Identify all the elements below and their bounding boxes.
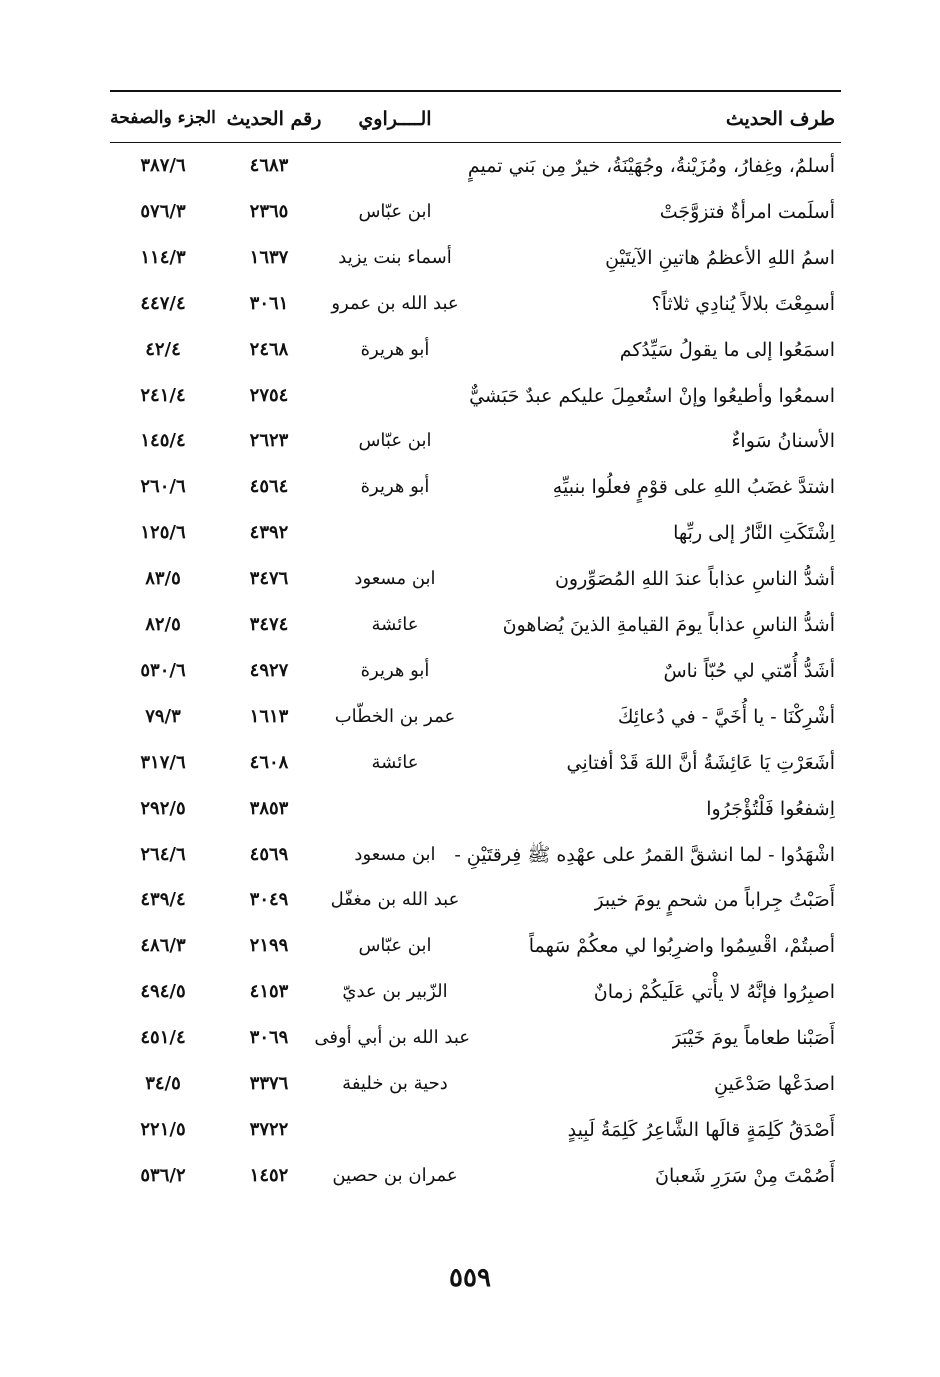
hadith-text: أشَعَرْتِ يَا عَائِشَةُ أنَّ اللهَ قَدْ أفتانِي xyxy=(566,751,835,774)
hadith-text: اشتدَّ غضَبُ اللهِ على قوْمٍ فعلُوا بنبيِّهِ xyxy=(552,476,835,499)
hadith-number: ٤٦٨٣ xyxy=(249,155,289,176)
hadith-text: أَصَبْتُ جِراباً من شحمٍ يومَ خيبرَ xyxy=(594,889,835,912)
volume-page: ٣٨٧/٦ xyxy=(140,155,186,176)
table-row xyxy=(0,832,940,878)
hadith-text: اسمُ اللهِ الأعظمُ هاتينِ الآيتَيْنِ xyxy=(605,246,835,269)
narrator-name: عبد الله بن مغفّل xyxy=(330,889,460,911)
volume-page: ٤٣٩/٤ xyxy=(140,889,186,911)
volume-page: ٥٧٦/٣ xyxy=(140,200,186,222)
volume-page: ٢٤١/٤ xyxy=(140,384,186,406)
table-row xyxy=(0,1107,940,1153)
table-row xyxy=(0,143,940,189)
table-row xyxy=(0,786,940,832)
volume-page: ١١٤/٣ xyxy=(140,246,186,268)
hadith-text: الأسنانُ سَواءٌ xyxy=(731,430,835,453)
hadith-text: أشَدُّ أُمّتي لي حُبّاً ناسٌ xyxy=(663,659,835,682)
top-rule xyxy=(110,90,841,92)
table-row xyxy=(0,648,940,694)
hadith-number: ٢١٩٩ xyxy=(249,935,289,957)
volume-page: ١٤٥/٤ xyxy=(140,430,186,452)
volume-page: ٣٤/٥ xyxy=(145,1073,181,1094)
table-row xyxy=(0,923,940,969)
table-row xyxy=(0,464,940,510)
hadith-number: ٤٩٢٧ xyxy=(249,659,289,681)
table-row xyxy=(0,602,940,648)
table-row xyxy=(0,189,940,235)
narrator-name: عائشة xyxy=(371,614,419,635)
narrator-name: ابن مسعود xyxy=(354,568,436,590)
narrator-name: ابن مسعود xyxy=(354,843,436,865)
hadith-number: ٤٥٦٤ xyxy=(249,476,289,498)
hadith-number: ٣٧٢٢ xyxy=(249,1118,289,1140)
hadith-text: أَصَبْنا طعاماً يومَ خَيْبَرَ xyxy=(671,1027,835,1050)
narrator-name: أبو هريرة xyxy=(360,338,430,360)
hadith-text: أَصُمْتَ مِنْ سَرَرِ شَعبانَ xyxy=(655,1164,835,1187)
narrator-name: عمر بن الخطّاب xyxy=(334,705,456,727)
volume-page: ٧٩/٣ xyxy=(145,705,181,727)
table-row xyxy=(0,235,940,281)
narrator-name: عمران بن حصين xyxy=(332,1164,458,1186)
volume-page: ٤٩٤/٥ xyxy=(140,981,186,1003)
hadith-text: أصبتُمْ، اقْسِمُوا واضرِبُوا لي معكُمْ سَهماً xyxy=(528,935,835,958)
volume-page: ٥٣٦/٢ xyxy=(140,1164,186,1186)
hadith-number: ٣٤٧٦ xyxy=(249,568,289,590)
narrator-name: عبد الله بن أبي أوفى xyxy=(314,1027,470,1049)
narrator-name: الزّبير بن عديّ xyxy=(342,981,448,1003)
hadith-text: أشْرِكْنَا - يا أُخَيَّ - في دُعائِكَ xyxy=(617,705,835,728)
narrator-name: ابن عبّاس xyxy=(358,430,432,452)
hadith-number: ٣٨٥٣ xyxy=(249,797,289,819)
hadith-text: اِشفعُوا فَلْتُؤْجَرُوا xyxy=(706,797,835,820)
table-row xyxy=(0,281,940,327)
hadith-number: ٢٣٦٥ xyxy=(249,200,289,222)
narrator-name: دحية بن خليفة xyxy=(342,1073,448,1094)
table-row xyxy=(0,1015,940,1061)
narrator-name: أبو هريرة xyxy=(360,476,430,498)
volume-page: ٢٦٠/٦ xyxy=(140,476,186,498)
hadith-text: اِشْتَكَتِ النَّارُ إلى ربِّها xyxy=(673,522,835,545)
volume-page: ٢٦٤/٦ xyxy=(140,843,186,865)
hadith-number: ٣٠٤٩ xyxy=(249,889,289,911)
hadith-number: ٢٧٥٤ xyxy=(249,384,289,406)
hadith-number: ١٦٣٧ xyxy=(249,246,289,268)
hadith-text: اسمَعُوا إلى ما يقولُ سَيِّدُكم xyxy=(619,338,835,361)
volume-page: ٤٥١/٤ xyxy=(140,1027,186,1049)
narrator-name: عبد الله بن عمرو xyxy=(331,292,459,314)
volume-page: ٣١٧/٦ xyxy=(140,751,186,773)
hadith-text: أشدُّ الناسِ عذاباً يومَ القيامةِ الذينَ يُضاهونَ xyxy=(502,614,835,636)
hadith-text: اشْهَدُوا - لما انشقَّ القمرُ على عهْدِه ﷺ فِرقتَيْنِ - xyxy=(454,843,835,866)
header-narrator: الــــراوي xyxy=(358,108,432,130)
table-row xyxy=(0,1061,940,1107)
volume-page: ٨٣/٥ xyxy=(145,568,181,590)
hadith-text: أسمِعْتَ بلالاً يُنادِي ثلاثاً؟ xyxy=(651,292,835,315)
volume-page: ١٢٥/٦ xyxy=(140,522,186,544)
hadith-number: ٢٦٢٣ xyxy=(249,430,289,452)
volume-page: ٤٤٧/٤ xyxy=(140,292,186,314)
hadith-number: ١٤٥٢ xyxy=(249,1164,289,1186)
volume-page: ٢٢١/٥ xyxy=(140,1118,186,1140)
hadith-number: ٤٣٩٢ xyxy=(249,522,289,544)
hadith-number: ٤٥٦٩ xyxy=(249,843,289,865)
volume-page: ٥٣٠/٦ xyxy=(140,659,186,681)
narrator-name: ابن عبّاس xyxy=(358,935,432,957)
page-number: ٥٥٩ xyxy=(449,1263,491,1293)
table-row xyxy=(0,510,940,556)
header-hadith: طرف الحديث xyxy=(725,108,835,130)
table-row xyxy=(0,877,940,923)
narrator-name: عائشة xyxy=(371,751,419,773)
hadith-text: أسلَمت امرأةٌ فتزوَّجَتْ xyxy=(659,200,835,223)
volume-page: ٤٢/٤ xyxy=(145,338,181,360)
hadith-number: ٣٠٦٩ xyxy=(249,1027,289,1049)
volume-page: ٨٢/٥ xyxy=(145,614,181,635)
table-row xyxy=(0,694,940,740)
hadith-text: أسلمُ، وغِفارُ، ومُزَيْنةُ، وجُهَيْنَةُ، خيرٌ مِن بَني تميمٍ xyxy=(467,155,835,177)
hadith-number: ٣٣٧٦ xyxy=(249,1073,289,1094)
hadith-number: ٣٤٧٤ xyxy=(249,614,289,635)
hadith-text: اصبِرُوا فإنَّهُ لا يأْتي عَلَيكُمْ زمانٌ xyxy=(593,981,835,1004)
header-volume-page: الجزء والصفحة xyxy=(110,108,216,128)
hadith-text: أشدُّ الناسِ عذاباً عندَ اللهِ المُصَوِّرون xyxy=(554,568,835,591)
table-row xyxy=(0,969,940,1015)
narrator-name: أبو هريرة xyxy=(360,659,430,681)
volume-page: ٤٨٦/٣ xyxy=(140,935,186,957)
hadith-text: اسمعُوا وأطيعُوا وإنْ استُعمِلَ عليكم عبدٌ حَبَشيٌّ xyxy=(469,384,835,407)
table-row xyxy=(0,740,940,786)
hadith-number: ١٦١٣ xyxy=(249,705,289,727)
table-row xyxy=(0,327,940,373)
table-row xyxy=(0,556,940,602)
hadith-number: ٤١٥٣ xyxy=(249,981,289,1003)
hadith-number: ٤٦٠٨ xyxy=(249,751,289,773)
hadith-text: اصدَعْها صَدْعَينِ xyxy=(714,1073,835,1095)
table-row xyxy=(0,373,940,419)
header-number: رقم الحديث xyxy=(226,108,322,130)
volume-page: ٢٩٢/٥ xyxy=(140,797,186,819)
narrator-name: أسماء بنت يزيد xyxy=(338,246,452,268)
table-row xyxy=(0,1153,940,1199)
narrator-name: ابن عبّاس xyxy=(358,200,432,222)
hadith-text: أَصْدَقُ كَلِمَةٍ قالَها الشَّاعِرُ كَلِمَةُ لَبِيدٍ xyxy=(567,1118,835,1141)
hadith-number: ٣٠٦١ xyxy=(249,292,289,314)
table-row xyxy=(0,418,940,464)
hadith-number: ٢٤٦٨ xyxy=(249,338,289,360)
